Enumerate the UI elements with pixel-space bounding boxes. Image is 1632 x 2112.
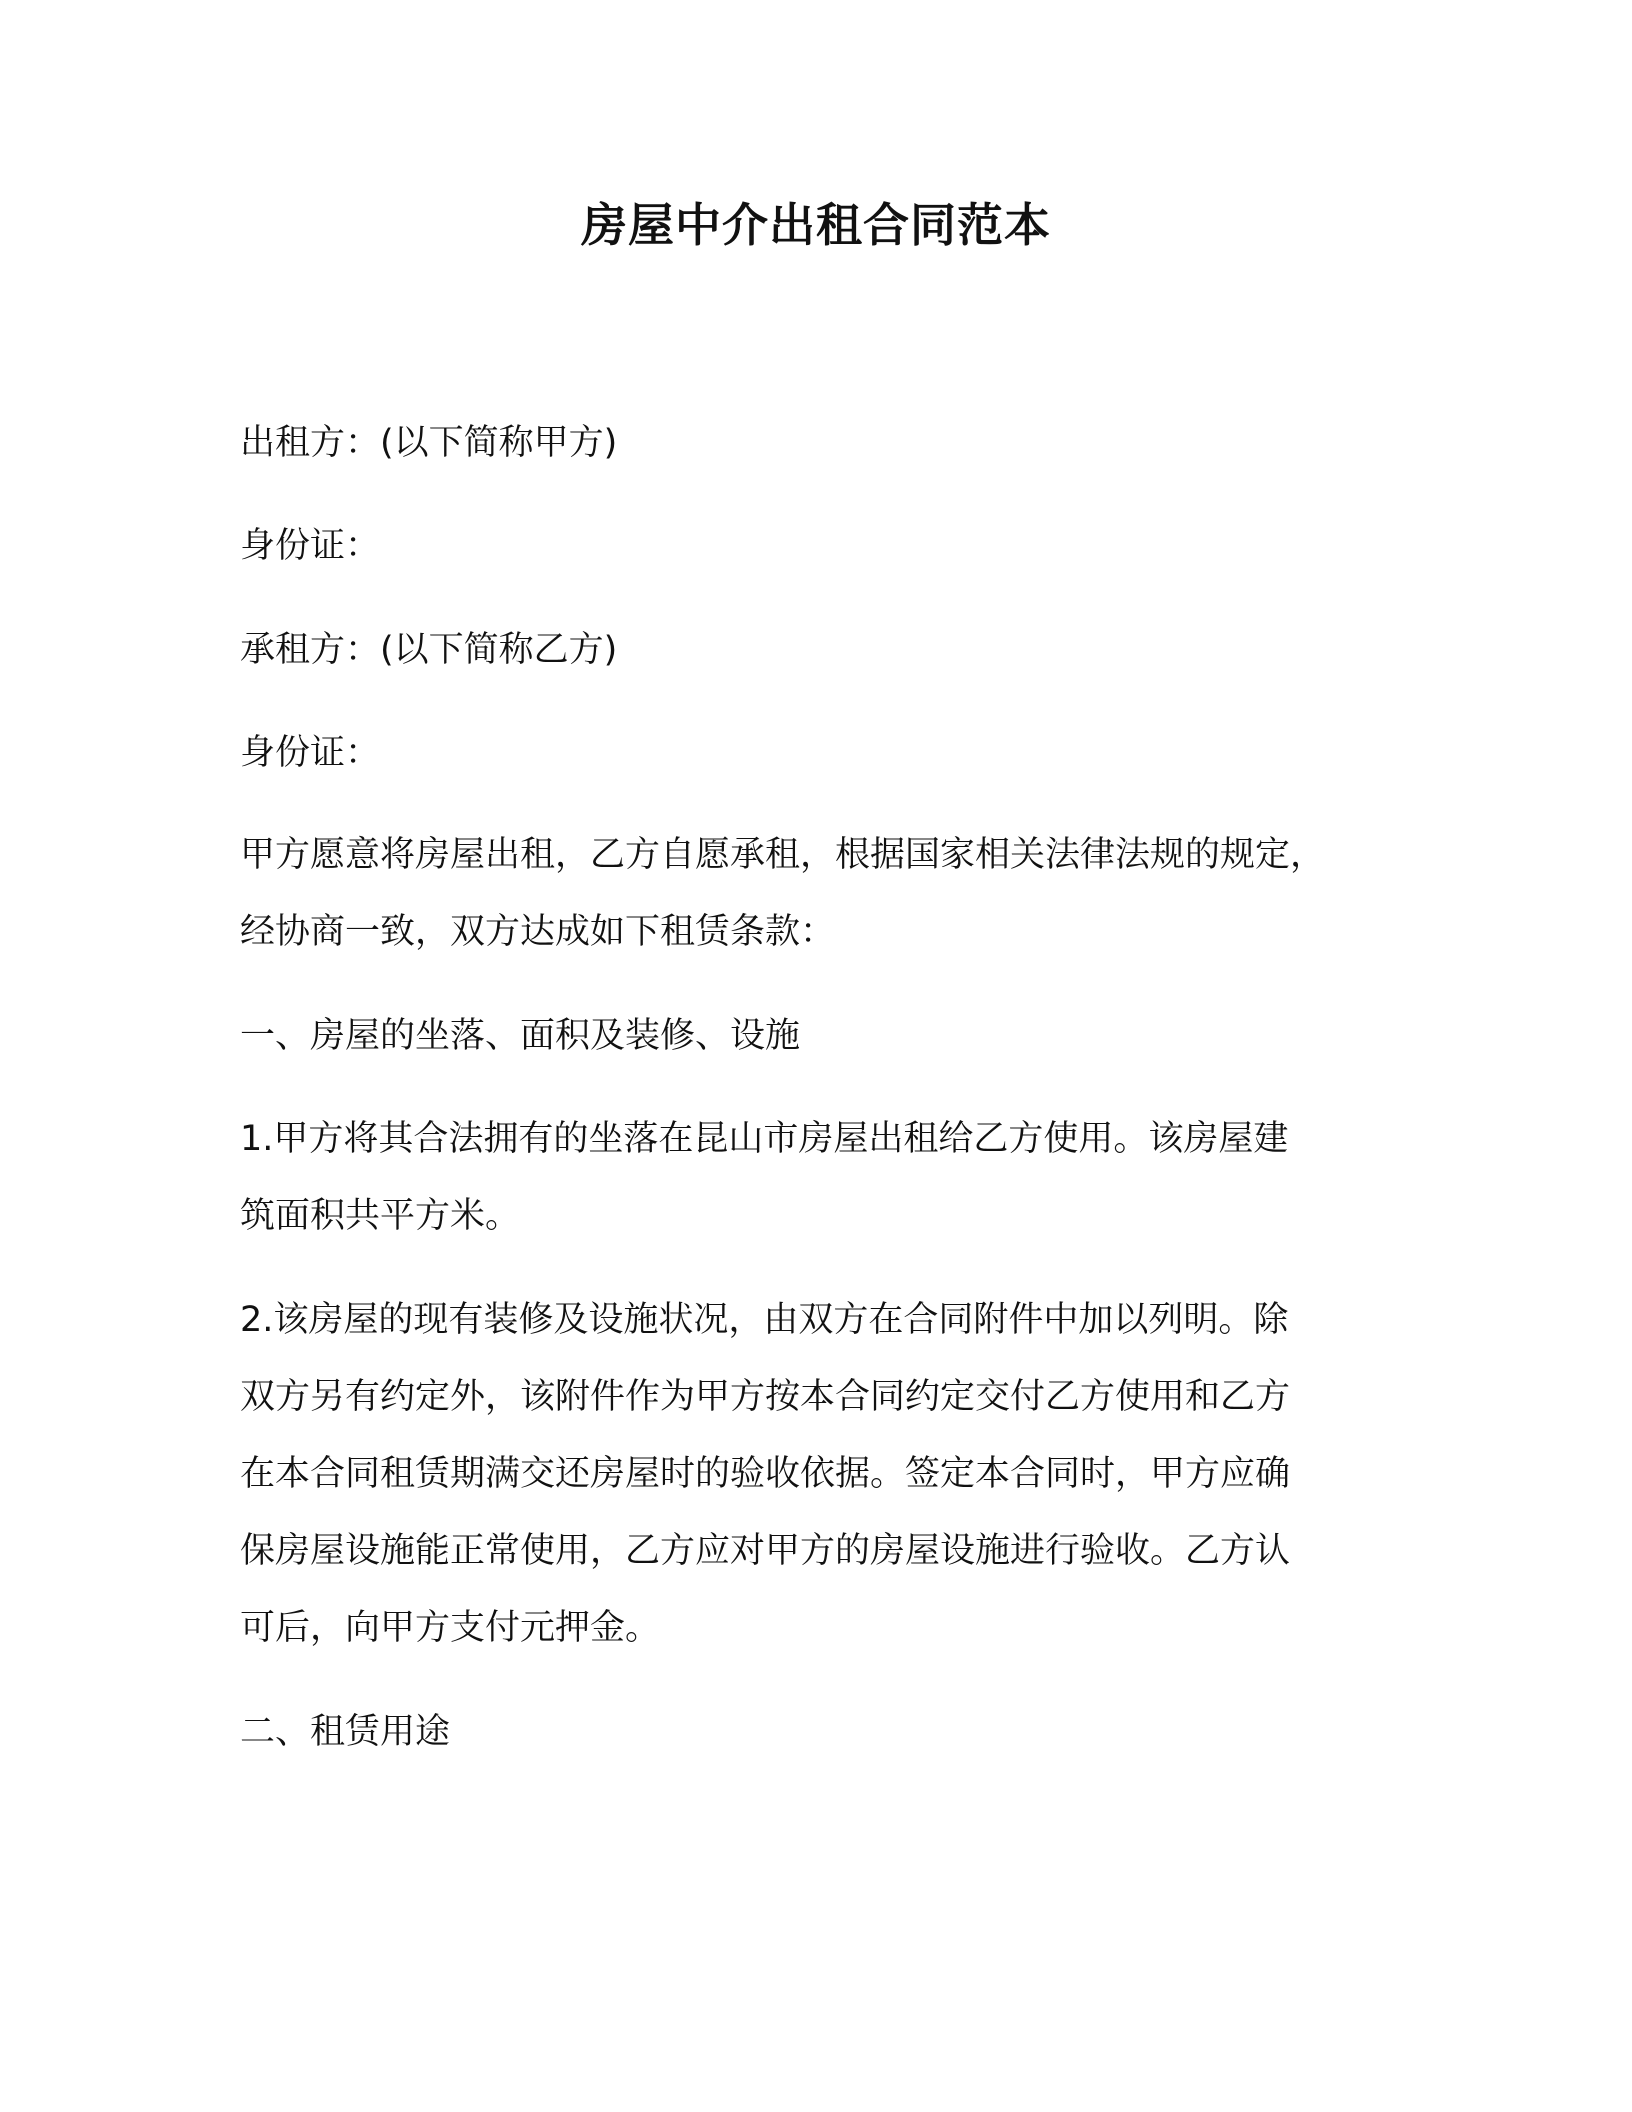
text-line: 承租方：(以下简称乙方)	[240, 630, 618, 670]
text-line: 身份证：	[240, 526, 381, 566]
text-line: 保房屋设施能正常使用，乙方应对甲方的房屋设施进行验收。乙方认	[240, 1531, 1291, 1571]
lessor-line	[240, 405, 1390, 482]
text-line: 在本合同租赁期满交还房屋时的验收依据。签定本合同时，甲方应确	[240, 1454, 1291, 1494]
clause-1-paragraph	[240, 1101, 1390, 1255]
text-line: 身份证：	[240, 733, 381, 773]
text-line: 筑面积共平方米。	[240, 1196, 521, 1236]
clause-2-paragraph	[240, 1282, 1390, 1667]
text-line: 甲方愿意将房屋出租，乙方自愿承租，根据国家相关法律法规的规定，	[240, 835, 1326, 875]
section-heading-1	[240, 998, 1390, 1075]
document-title: 房屋中介出租合同范本	[581, 198, 1051, 252]
lessee-id-line	[240, 715, 1390, 792]
text-line: 可后，向甲方支付元押金。	[240, 1608, 661, 1648]
text-line: 出租方：(以下简称甲方)	[240, 423, 618, 463]
text-line: 二、租赁用途	[240, 1712, 451, 1752]
preamble-paragraph	[240, 817, 1390, 971]
text-line: 一、房屋的坐落、面积及装修、设施	[240, 1016, 801, 1056]
text-line: 2.该房屋的现有装修及设施状况，由双方在合同附件中加以列明。除	[240, 1300, 1289, 1340]
text-line: 双方另有约定外，该附件作为甲方按本合同约定交付乙方使用和乙方	[240, 1377, 1291, 1417]
lessor-id-line	[240, 508, 1390, 585]
lessee-line	[240, 612, 1390, 689]
section-heading-2	[240, 1694, 1390, 1771]
text-line: 1.甲方将其合法拥有的坐落在昆山市房屋出租给乙方使用。该房屋建	[240, 1119, 1289, 1159]
text-line: 经协商一致，双方达成如下租赁条款：	[240, 912, 836, 952]
